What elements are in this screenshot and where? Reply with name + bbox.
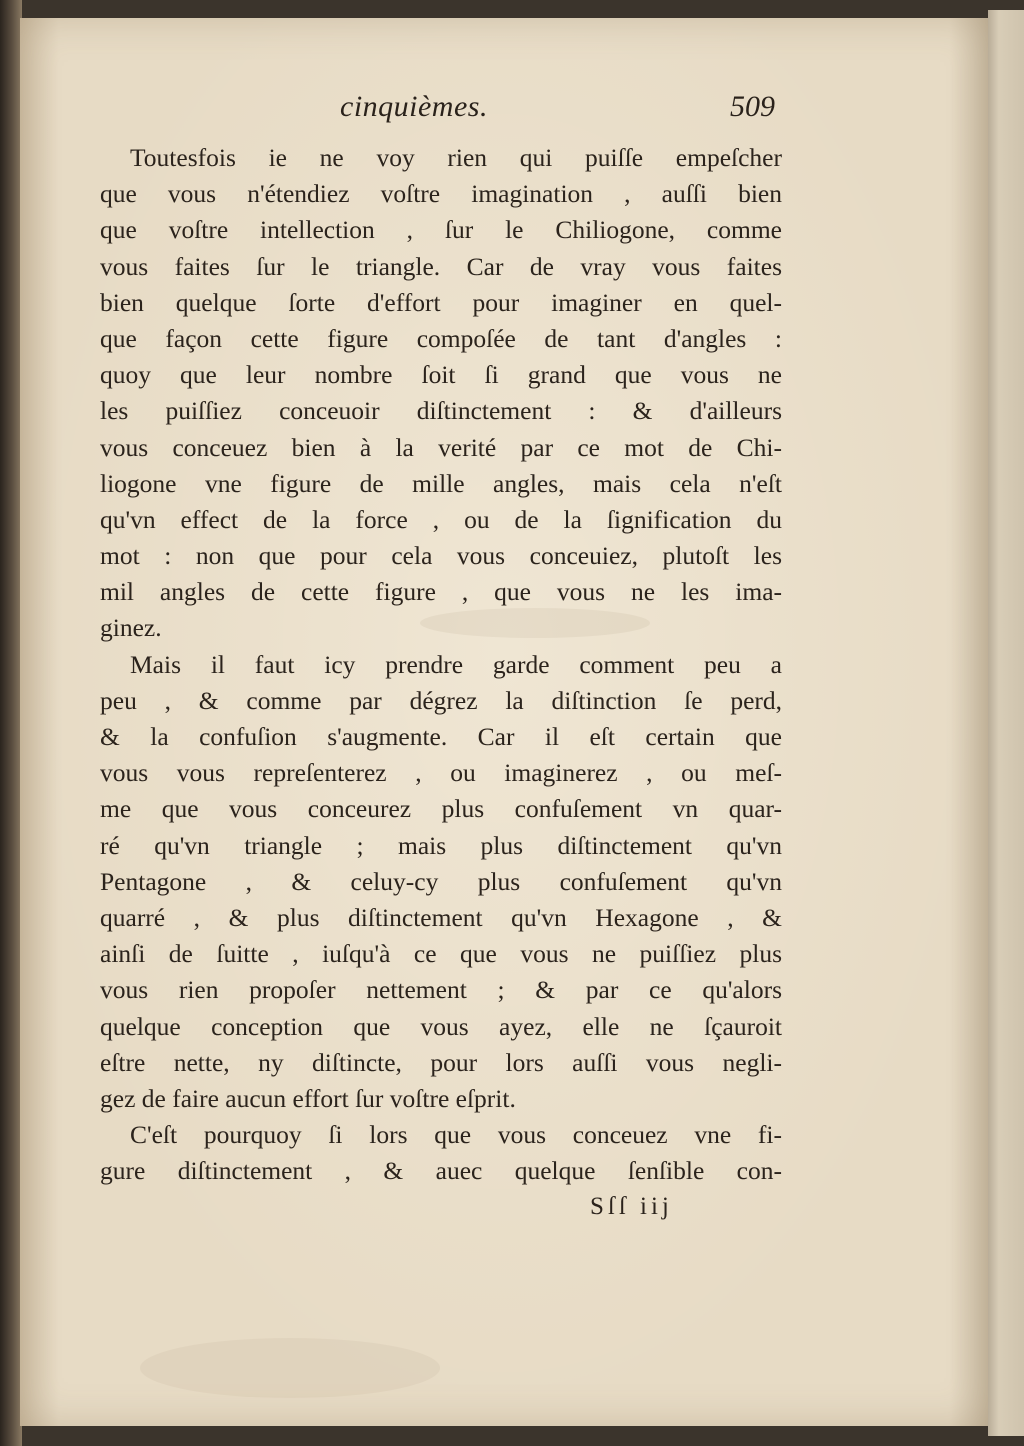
text-line: quelque conception que vous ayez, elle ne ſçauroit <box>100 1011 782 1041</box>
text-line: bien quelque ſorte d'effort pour imaginer en quel- <box>100 287 782 317</box>
page-header <box>20 90 988 130</box>
text-line: quoy que leur nombre ſoit ſi grand que vous ne <box>100 360 782 390</box>
body-text <box>100 140 782 1189</box>
text-line: que vous n'étendiez voſtre imagination , auſſi bien <box>100 179 782 209</box>
text-line: me que vous conceurez plus confuſement vn quar- <box>100 794 782 824</box>
text-line: ré qu'vn triangle ; mais plus diſtinctement qu'vn <box>100 830 782 860</box>
text-line: quarré , & plus diſtinctement qu'vn Hexagone , & <box>100 902 782 932</box>
text-line: gure diſtinctement , & auec quelque ſenſible con- <box>100 1156 782 1186</box>
text-line: mot : non que pour cela vous conceuiez, plutoſt les <box>100 541 782 571</box>
text-line: Mais il faut icy prendre garde comment peu a <box>130 649 782 679</box>
text-line: que voſtre intellection , ſur le Chiliogone, comme <box>100 215 782 245</box>
text-line: & la confuſion s'augmente. Car il eſt certain que <box>100 722 782 751</box>
text-line: vous vous repreſenterez , ou imaginerez , ou meſ- <box>100 758 782 788</box>
book-page <box>20 18 988 1426</box>
text-line: les puiſſiez conceuoir diſtinctement : & d'ailleurs <box>100 396 782 426</box>
running-head: cinquièmes. <box>340 90 488 123</box>
text-line: Toutesfois ie ne voy rien qui puiſſe empeſcher <box>130 143 782 172</box>
page-edge <box>988 10 1024 1436</box>
text-line: Pentagone , & celuy-cy plus confuſement qu'vn <box>100 866 782 896</box>
text-line: qu'vn effect de la force , ou de la ſignification du <box>100 504 782 534</box>
text-line: liogone vne figure de mille angles, mais cela n'eſt <box>100 468 782 498</box>
paper-stain <box>140 1338 440 1398</box>
text-line: gez de faire aucun effort ſur voſtre eſprit. <box>100 1083 516 1113</box>
text-line: peu , & comme par dégrez la diſtinction ſe perd, <box>100 685 782 715</box>
text-line: mil angles de cette figure , que vous ne les ima- <box>100 577 782 607</box>
page-number: 509 <box>730 90 775 123</box>
signature-mark: Sſſ iij <box>590 1193 673 1220</box>
book-spine <box>0 0 22 1446</box>
text-line: vous rien propoſer nettement ; & par ce qu'alors <box>100 975 782 1005</box>
text-line: vous faites ſur le triangle. Car de vray vous faites <box>100 251 782 281</box>
text-line: ainſi de ſuitte , iuſqu'à ce que vous ne puiſſiez plus <box>100 939 782 969</box>
text-line: vous conceuez bien à la verité par ce mot de Chi- <box>100 432 782 462</box>
text-line: ginez. <box>100 613 162 643</box>
text-line: C'eſt pourquoy ſi lors que vous conceuez vne fi- <box>130 1120 782 1150</box>
text-line: eſtre nette, ny diſtincte, pour lors auſſi vous negli- <box>100 1047 782 1077</box>
text-line: que façon cette figure compoſée de tant d'angles : <box>100 323 782 353</box>
